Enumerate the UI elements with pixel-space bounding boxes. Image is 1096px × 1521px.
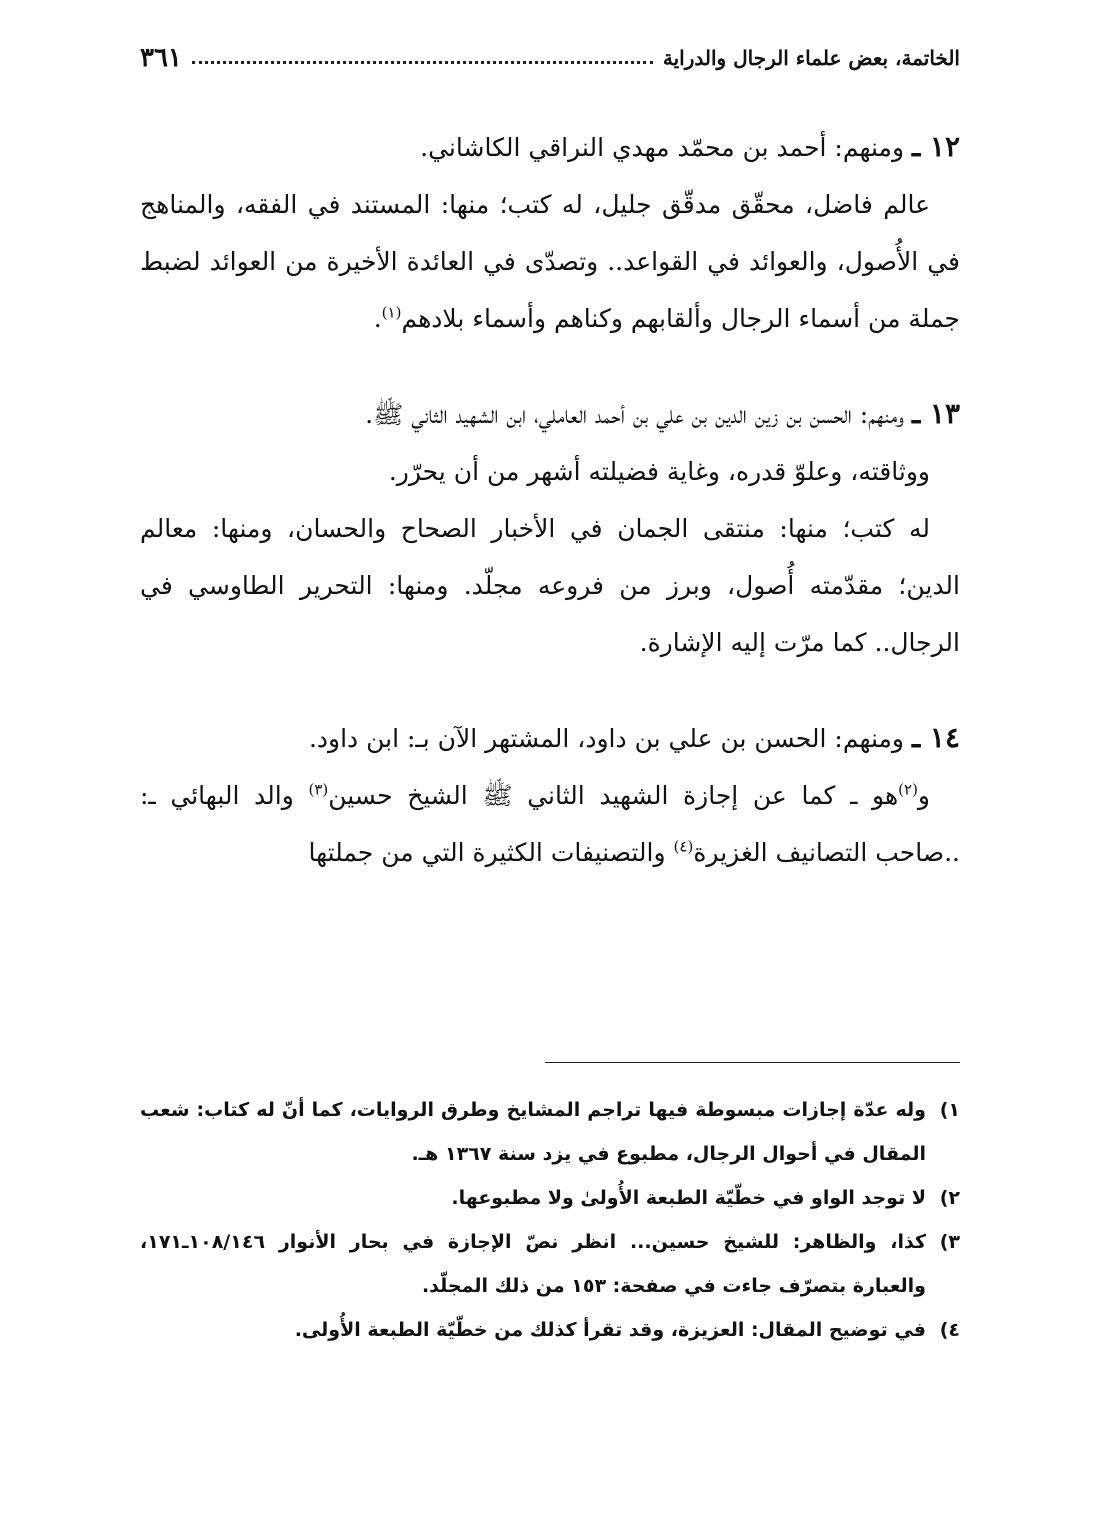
entry-paragraph: له كتب؛ منها: منتقى الجمان في الأخبار الصحاح والحسان، ومنها: معالم الدين؛ مقدّمته أُصول، وبرز من فروعه مجلّد. ومنها: التحرير الطاوسي في الرجال.. كما مرّت إليه الإشارة. [140,514,960,657]
entry-number: ١٣ ـ [911,397,960,430]
dot-leader [192,61,653,64]
paragraph-end: . [373,304,382,333]
footnote-number: ٢) [939,1187,960,1209]
footnote-text: وله عدّة إجازات مبسوطة فيها تراجم المشايخ وطرق الروايات، كما أنّ له كتاب: شعب المقال في أحوال الرجال، مطبوع في يزد سنة ١٣٦٧ هـ. [140,1099,926,1165]
entry-paragraph [140,176,960,347]
footnote-ref[interactable]: (٤) [673,837,694,856]
footnote-item [140,1088,960,1176]
footnotes [140,1088,960,1352]
footnote-text: كذا، والظاهر: للشيخ حسين... انظر نصّ الإجازة في بحار الأنوار ١٠٨/١٤٦ـ١٧١، والعبارة بتصرّف جاءت في صفحة: ١٥٣ من ذلك المجلّد. [140,1231,926,1297]
footnote-item [140,1308,960,1352]
entry-paragraph [140,767,960,881]
footnote-separator [545,1062,960,1063]
entry-heading [140,118,960,176]
entry-number: ١٤ ـ [911,721,960,754]
footnote-text: لا توجد الواو في خطّيّة الطبعة الأُولىٰ ولا مطبوعها. [451,1187,926,1209]
paragraph-text: هو ـ كما عن إجازة الشهيد الثاني ﷺ الشيخ حسين [328,781,899,810]
footnote-item [140,1176,960,1220]
footnote-number: ١) [939,1099,960,1121]
running-title: الخاتمة، بعض علماء الرجال والدراية [662,46,960,70]
footnote-ref[interactable]: (٢) [898,780,918,799]
entry-heading [140,385,960,443]
entry-heading [140,709,960,767]
entry-paragraph: ووثاقته، وعلوّ قدره، وغاية فضيلته أشهر من أن يحرّر. [388,457,930,486]
main-text [140,118,960,881]
footnote-item [140,1220,960,1308]
footnote-ref[interactable]: (١) [381,303,402,322]
entry-heading-text: ومنهم: أحمد بن محمّد مهدي النراقي الكاشاني. [420,133,905,162]
page-number: ٣٦١ [140,43,182,73]
footnote-ref[interactable]: (٣) [308,780,329,799]
paragraph-text: عالم فاضل، محقّق مدقّق جليل، له كتب؛ منها: المستند في الفقه، والمناهج في الأُصول، والعوائد في القواعد.. وتصدّى في العائدة الأخيرة من العوائد لضبط جملة من أسماء الرجال وألقابهم وكناهم وأسماء بلادهم [140,190,960,333]
entry-heading-text: ومنهم: الحسن بن زين الدين بن علي بن أحمد العاملي، ابن الشهيد الثاني ﷺ. [365,400,905,429]
footnote-number: ٤) [939,1319,960,1341]
entry-number: ١٢ ـ [911,130,960,163]
paragraph-text: و [917,781,930,810]
footnote-number: ٣) [939,1231,960,1253]
paragraph-text: والتصنيفات الكثيرة التي من جملتها [308,838,674,867]
paragraph-text: والد البهائي ـ: ..صاحب التصانيف الغزيرة [140,781,960,867]
footnote-text: في توضيح المقال: العزيزة، وقد تقرأ كذلك من خطّيّة الطبعة الأُولى. [294,1319,926,1341]
running-header [140,38,960,78]
entry-heading-text: ومنهم: الحسن بن علي بن داود، المشتهر الآن بـ: ابن داود. [308,724,905,753]
